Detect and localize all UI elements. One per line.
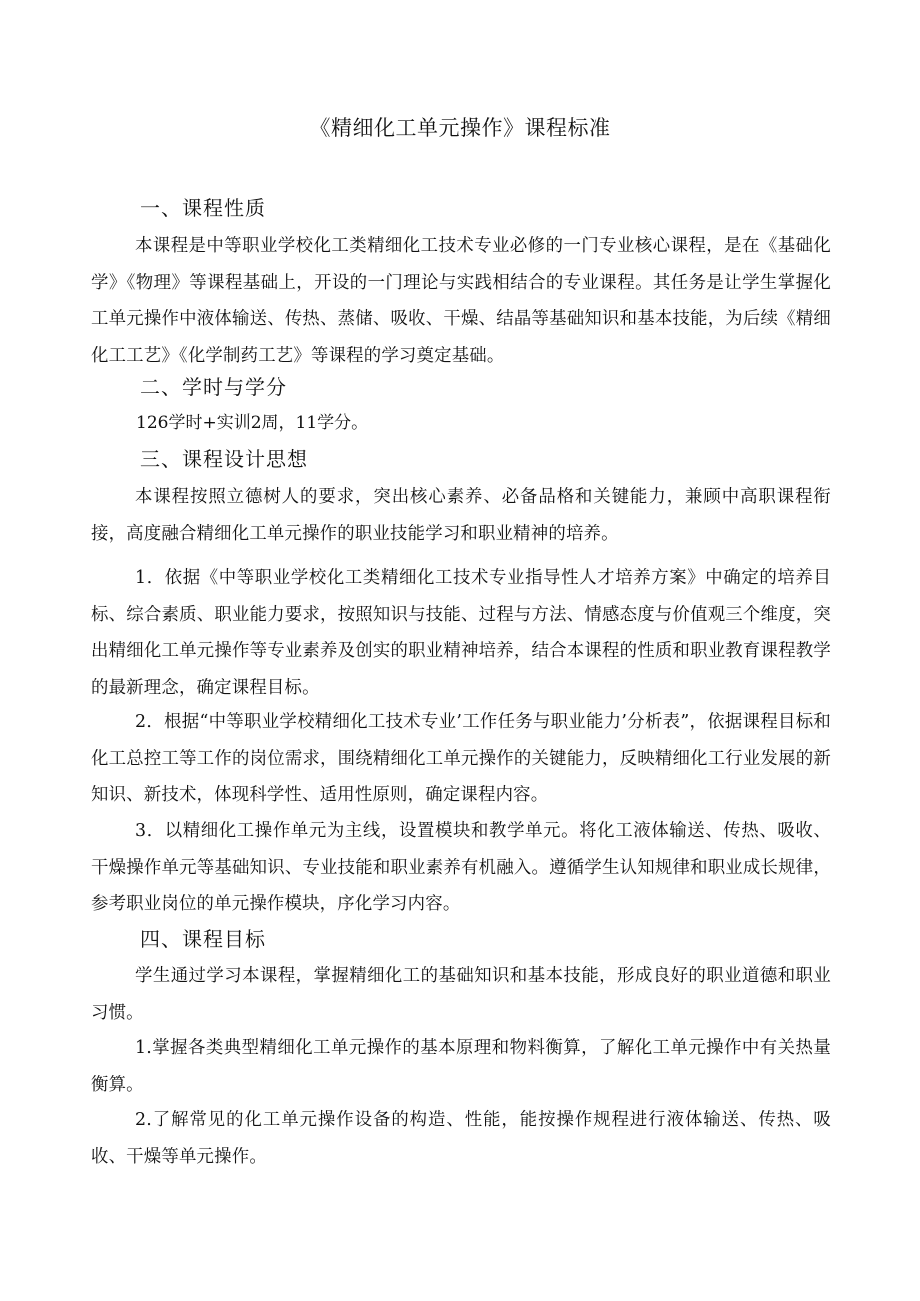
section-heading-course-nature: 一、课程性质 — [140, 196, 266, 220]
paragraph-goals-intro: 学生通过学习本课程，掌握精细化工的基础知识和基本技能，形成良好的职业道德和职业习惯。 — [91, 966, 831, 1023]
paragraph-course-nature: 本课程是中等职业学校化工类精细化工技术专业必修的一门专业核心课程，是在《基础化学》《物理》等课程基础上，开设的一门理论与实践相结合的专业课程。其任务是让学生掌握化工单元操作中液体输送、传热、蒸储、吸收、干燥、结晶等基础知识和基本技能，为后续《精细化工工艺》《化学制药工艺》等课程的学习奠定基础。 — [91, 236, 831, 366]
section-heading-design-idea: 三、课程设计思想 — [140, 447, 308, 471]
document-title: 《精细化工单元操作》课程标准 — [309, 116, 611, 140]
paragraph-goal-1: 1.掌握各类典型精细化工单元操作的基本原理和物料衡算，了解化工单元操作中有关热量衡算。 — [91, 1038, 831, 1095]
paragraph-hours-credits: 126学时+实训2周，11学分。 — [136, 413, 369, 433]
paragraph-goal-2: 2.了解常见的化工单元操作设备的构造、性能，能按操作规程进行液体输送、传热、吸收、干燥等单元操作。 — [91, 1110, 831, 1167]
paragraph-design-item-3: 3．以精细化工操作单元为主线，设置模块和教学单元。将化工液体输送、传热、吸收、干燥操作单元等基础知识、专业技能和职业素养有机融入。遵循学生认知规律和职业成长规律，参考职业岗位的单元操作模块，序化学习内容。 — [91, 821, 831, 914]
section-heading-hours-credits: 二、学时与学分 — [140, 375, 287, 399]
section-heading-course-goals: 四、课程目标 — [140, 927, 266, 951]
paragraph-design-item-1: 1．依据《中等职业学校化工类精细化工技术专业指导性人才培养方案》中确定的培养目标、综合素质、职业能力要求，按照知识与技能、过程与方法、情感态度与价值观三个维度，突出精细化工单元操作等专业素养及创实的职业精神培养，结合本课程的性质和职业教育课程教学的最新理念，确定课程目标。 — [91, 568, 831, 698]
paragraph-design-item-2: 2．根据“中等职业学校精细化工技术专业’工作任务与职业能力’分析表”，依据课程目标和化工总控工等工作的岗位需求，围绕精细化工单元操作的关键能力，反映精细化工行业发展的新知识、新技术，体现科学性、适用性原则，确定课程内容。 — [91, 712, 831, 805]
paragraph-design-intro: 本课程按照立德树人的要求，突出核心素养、必备品格和关键能力，兼顾中高职课程衔接，高度融合精细化工单元操作的职业技能学习和职业精神的培养。 — [91, 487, 831, 544]
